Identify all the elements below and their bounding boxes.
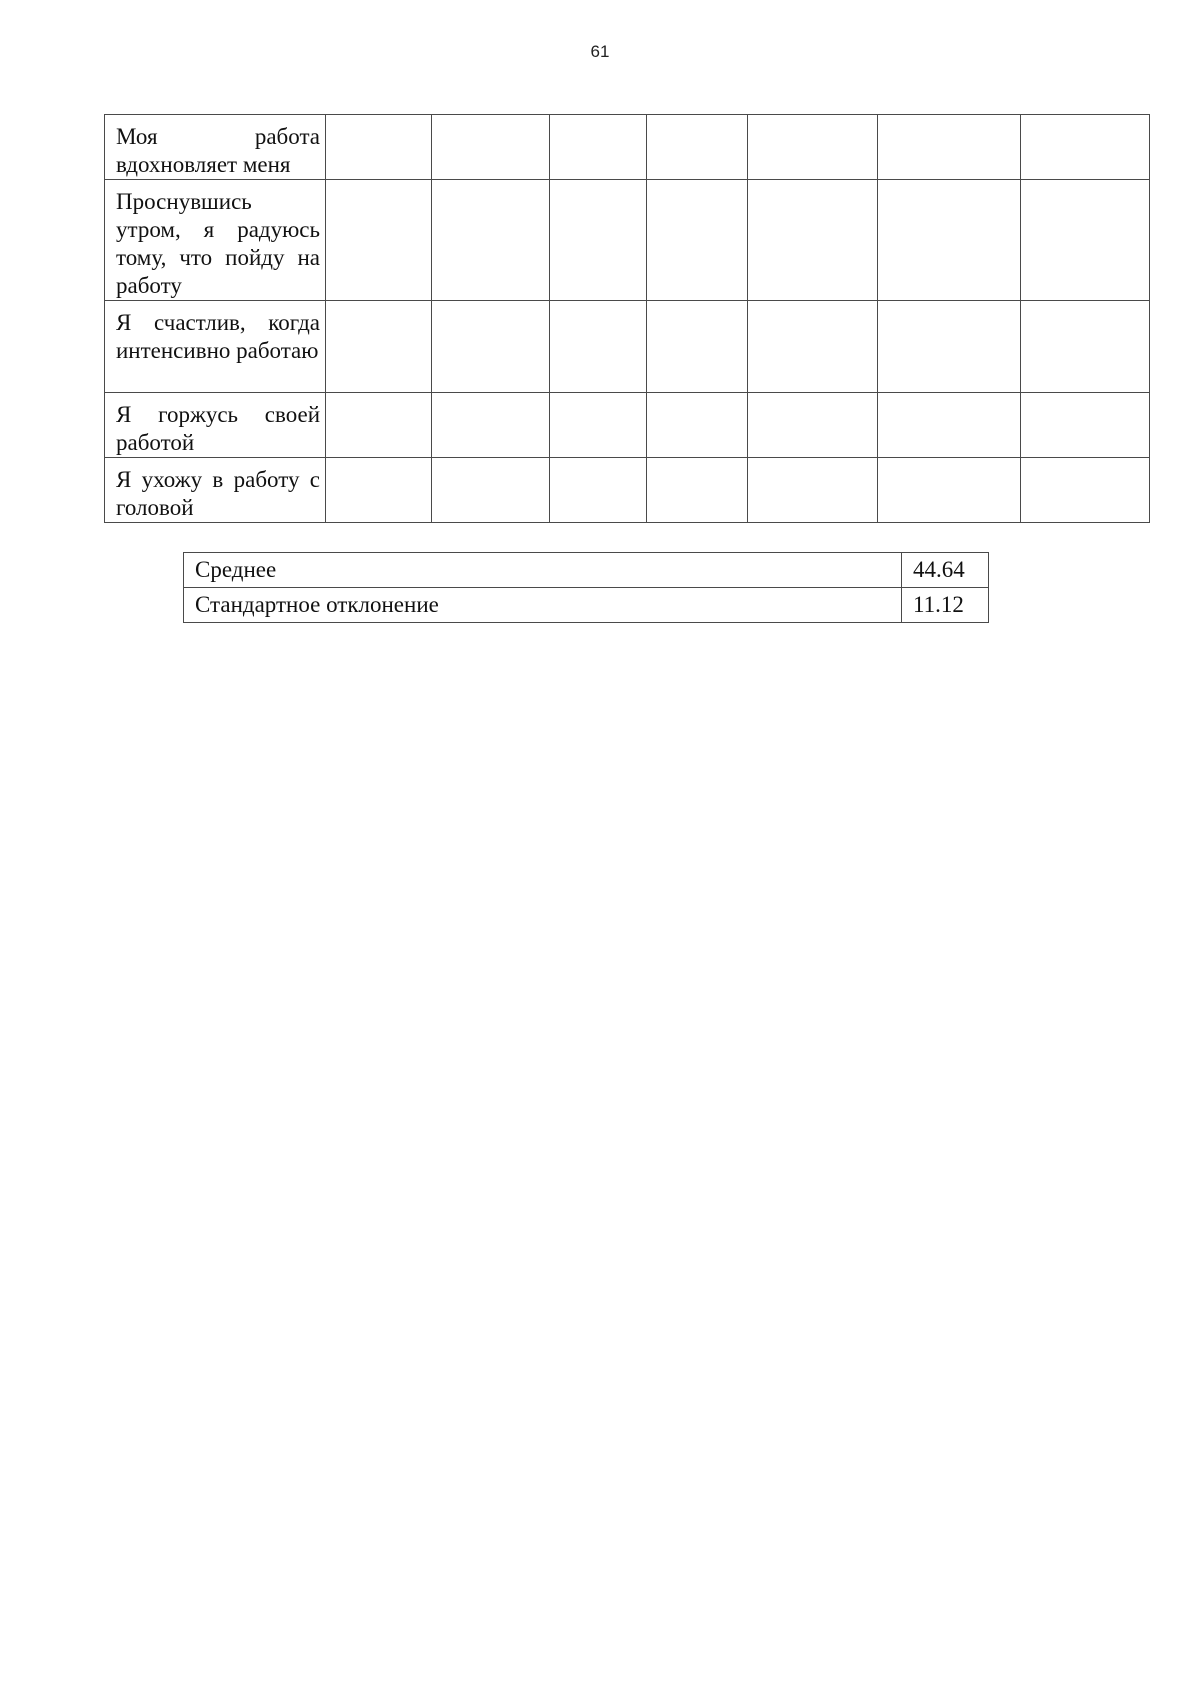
response-cell[interactable]: [1021, 458, 1150, 523]
response-cell[interactable]: [647, 115, 748, 180]
response-cell[interactable]: [878, 115, 1021, 180]
response-cell[interactable]: [1021, 393, 1150, 458]
response-cell[interactable]: [748, 115, 878, 180]
response-cell[interactable]: [647, 301, 748, 393]
response-cell[interactable]: [550, 301, 647, 393]
survey-table: [104, 114, 1150, 523]
response-cell[interactable]: [432, 301, 550, 393]
response-cell[interactable]: [647, 393, 748, 458]
response-cell[interactable]: [326, 180, 432, 301]
table-row: [105, 458, 1150, 523]
response-cell[interactable]: [432, 458, 550, 523]
stats-table: [183, 552, 989, 623]
stat-value: 11.12: [902, 588, 989, 623]
statement-cell: Проснувшись утром, я радуюсь тому, что пойду на работу: [105, 180, 326, 301]
page-number: 61: [590, 42, 610, 61]
table-row: [105, 393, 1150, 458]
statement-cell: Я счастлив, когда интенсивно работаю: [105, 301, 326, 393]
response-cell[interactable]: [647, 458, 748, 523]
response-cell[interactable]: [550, 115, 647, 180]
response-cell[interactable]: [550, 180, 647, 301]
response-cell[interactable]: [748, 458, 878, 523]
response-cell[interactable]: [1021, 115, 1150, 180]
table-row: [105, 301, 1150, 393]
response-cell[interactable]: [878, 393, 1021, 458]
response-cell[interactable]: [432, 393, 550, 458]
response-cell[interactable]: [1021, 301, 1150, 393]
response-cell[interactable]: [647, 180, 748, 301]
response-cell[interactable]: [878, 301, 1021, 393]
statement-cell: Я ухожу в работу с головой: [105, 458, 326, 523]
response-cell[interactable]: [326, 301, 432, 393]
response-cell[interactable]: [326, 458, 432, 523]
statement-cell: Моя работа вдохновляет меня: [105, 115, 326, 180]
table-row: [184, 588, 989, 623]
response-cell[interactable]: [1021, 180, 1150, 301]
table-row: [105, 115, 1150, 180]
response-cell[interactable]: [326, 115, 432, 180]
table-row: [184, 553, 989, 588]
response-cell[interactable]: [878, 458, 1021, 523]
statement-cell: Я горжусь своей работой: [105, 393, 326, 458]
response-cell[interactable]: [748, 301, 878, 393]
stat-label: Среднее: [184, 553, 902, 588]
stat-value: 44.64: [902, 553, 989, 588]
response-cell[interactable]: [550, 458, 647, 523]
stat-label: Стандартное отклонение: [184, 588, 902, 623]
response-cell[interactable]: [878, 180, 1021, 301]
response-cell[interactable]: [432, 115, 550, 180]
response-cell[interactable]: [748, 180, 878, 301]
response-cell[interactable]: [326, 393, 432, 458]
table-row: [105, 180, 1150, 301]
response-cell[interactable]: [432, 180, 550, 301]
response-cell[interactable]: [748, 393, 878, 458]
response-cell[interactable]: [550, 393, 647, 458]
